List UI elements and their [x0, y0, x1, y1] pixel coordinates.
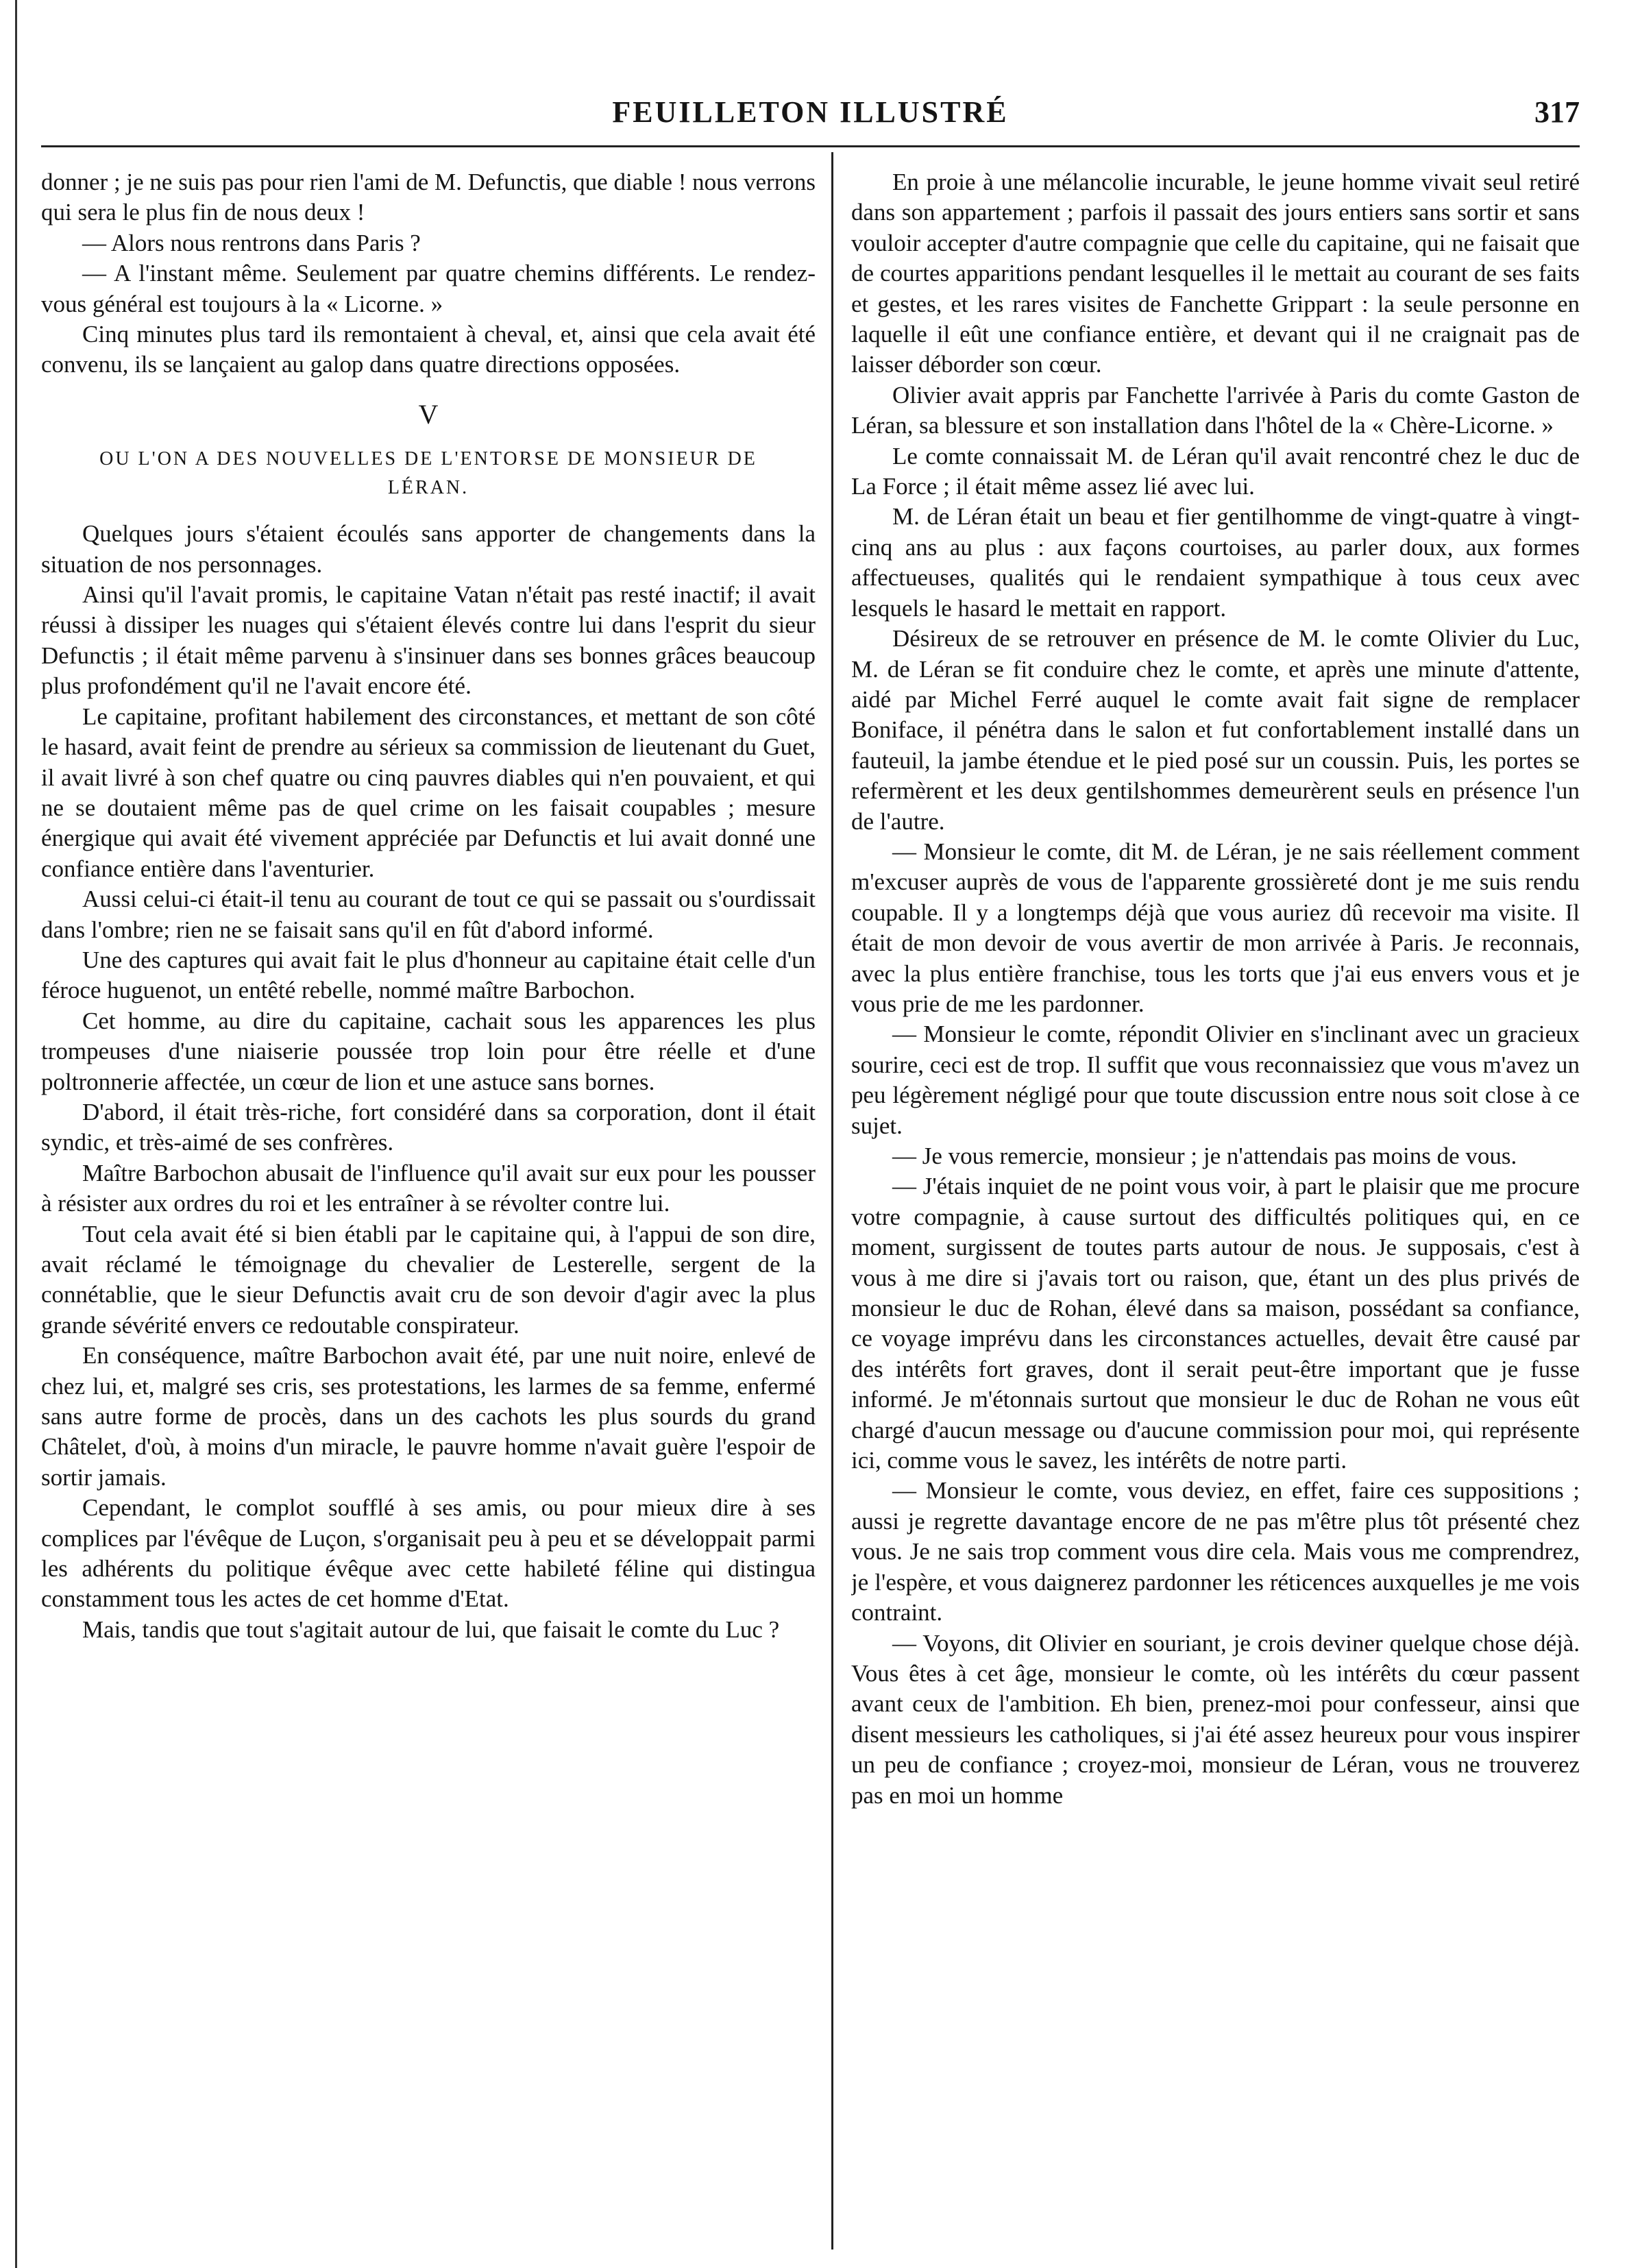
paragraph: Maître Barbochon abusait de l'influence qu'il avait sur eux pour les pousser à résister aux ordres du roi et les entraîner à se révolter contre lui.: [41, 1159, 816, 1217]
paragraph: Mais, tandis que tout s'agitait autour de lui, que faisait le comte du Luc ?: [82, 1615, 780, 1643]
paragraph: Cet homme, au dire du capitaine, cachait sous les apparences les plus trompeuses d'une niaiserie poussée trop loin pour être réelle et d'une poltronnerie affectée, un cœur de lion et une astuce sans bornes.: [41, 1007, 816, 1095]
page-number: 317: [1534, 95, 1580, 129]
left-column: [41, 167, 816, 2251]
paragraph: Tout cela avait été si bien établi par le capitaine qui, à l'appui de son dire, avait réclamé le témoignage du chevalier de Lesterelle, sergent de la connétablie, que le sieur Defunctis avait cru de son devoir d'agir avec la plus grande sévérité envers ce redoutable conspirateur.: [41, 1220, 816, 1339]
paragraph: Le comte connaissait M. de Léran qu'il avait rencontré chez le duc de La Force ; il était même assez lié avec lui.: [851, 442, 1580, 500]
paragraph: Cinq minutes plus tard ils remontaient à cheval, et, ainsi que cela avait été convenu, ils se lançaient au galop dans quatre directions opposées.: [41, 321, 816, 378]
running-title: FEUILLETON ILLUSTRÉ: [612, 95, 1009, 129]
paragraph: M. de Léran était un beau et fier gentilhomme de vingt-quatre à vingt-cinq ans au plus : aux façons courtoises, au parler doux, aux formes affectueuses, qualités qui le rendaient sympathique à tous ceux avec lesquels le hasard le mettait en rapport.: [851, 503, 1580, 622]
binding-edge-line: [15, 0, 17, 2268]
paragraph: Olivier avait appris par Fanchette l'arrivée à Paris du comte Gaston de Léran, sa blessure et son installation dans l'hôtel de la « Chère-Licorne. »: [851, 381, 1580, 439]
paragraph: — Voyons, dit Olivier en souriant, je crois deviner quelque chose déjà. Vous êtes à cet âge, monsieur le comte, où les intérêts du cœur passent avant ceux de l'ambition. Eh bien, prenez-moi pour confesseur, ainsi que disent messieurs les catholiques, si j'ai été assez heureux pour vous inspirer un peu de confiance ; croyez-moi, monsieur de Léran, vous ne trouverez pas en moi un homme: [851, 1629, 1580, 1809]
paragraph: — Monsieur le comte, dit M. de Léran, je ne sais réellement comment m'excuser auprès de vous de l'apparente grossièreté dont je me suis rendu coupable. Il y a longtemps déjà que vous auriez dû recevoir ma visite. Il était de mon devoir de vous avertir de mon arrivée à Paris. Je reconnais, avec la plus entière franchise, tous les torts que j'ai eus envers vous et je vous prie de me les pardonner.: [851, 838, 1580, 1017]
paragraph: — Monsieur le comte, vous deviez, en effet, faire ces suppositions ; aussi je regrette davantage encore de ne pas m'être plus tôt présenté chez vous. Je ne sais trop comment vous dire cela. Mais vous me comprendrez, je l'espère, et vous daignerez pardonner les réticences auxquelles je me vois contraint.: [851, 1477, 1580, 1626]
paragraph: Désireux de se retrouver en présence de M. le comte Olivier du Luc, M. de Léran se fit conduire chez le comte, et après une minute d'attente, aidé par Michel Ferré auquel le comte avait fait signe de remplacer Boniface, il pénétra dans le salon et fut confortablement installé dans un fauteuil, la jambe étendue et le pied posé sur un coussin. Puis, les portes se refermèrent et les deux gentilshommes demeurèrent seuls en présence l'un de l'autre.: [851, 625, 1580, 835]
paragraph: En proie à une mélancolie incurable, le jeune homme vivait seul retiré dans son appartement ; parfois il passait des jours entiers sans sortir et sans vouloir accepter d'autre compagnie que celle du capitaine, qui ne faisait que de courtes apparitions pendant lesquelles il le mettait au courant de ses faits et gestes, et les rares visites de Fanchette Grippart : la seule personne en laquelle il eût une confiance entière, et devant qui il ne craignait pas de laisser déborder son cœur.: [851, 169, 1580, 378]
paragraph: — A l'instant même. Seulement par quatre chemins différents. Le rendez-vous général est toujours à la « Licorne. »: [41, 260, 816, 317]
paragraph: Quelques jours s'étaient écoulés sans apporter de changements dans la situation de nos personnages.: [41, 520, 816, 578]
paragraph: Le capitaine, profitant habilement des circonstances, et mettant de son côté le hasard, avait feint de prendre au sérieux sa commission de lieutenant du Guet, il avait livré à son chef quatre ou cinq pauvres diables qui n'en pouvaient, et qui ne se doutaient même pas de quel crime on les faisait coupables ; mesure énergique qui avait été vivement appréciée par Defunctis et lui avait donné une confiance entière dans l'aventurier.: [41, 703, 816, 882]
chapter-number: V: [418, 398, 439, 430]
paragraph: Ainsi qu'il l'avait promis, le capitaine Vatan n'était pas resté inactif; il avait réussi à dissiper les nuages qui s'étaient élevés contre lui dans l'esprit du sieur Defunctis ; il était même parvenu à s'insinuer dans ses bonnes grâces beaucoup plus profondément qu'il ne l'avait encore été.: [41, 581, 816, 700]
paragraph: donner ; je ne suis pas pour rien l'ami de M. Defunctis, que diable ! nous verrons qui sera le plus fin de nous deux !: [41, 169, 816, 226]
paragraph: — Alors nous rentrons dans Paris ?: [82, 229, 421, 256]
right-column: [851, 167, 1580, 2251]
paragraph: D'abord, il était très-riche, fort considéré dans sa corporation, dont il était syndic, et très-aimé de ses confrères.: [41, 1098, 816, 1156]
header-rule: [41, 145, 1580, 147]
paragraph: Cependant, le complot soufflé à ses amis, ou pour mieux dire à ses complices par l'évêque de Luçon, s'organisait peu à peu et se développait parmi les adhérents du politique évêque avec cette habileté féline qui distingua constamment tous les actes de cet homme d'Etat.: [41, 1494, 816, 1613]
paragraph: — Monsieur le comte, répondit Olivier en s'inclinant avec un gracieux sourire, ceci est de trop. Il suffit que vous reconnaissiez que vous m'avez un peu légèrement négligé pour que toute discussion entre nous soit close à ce sujet.: [851, 1021, 1580, 1139]
column-divider: [831, 152, 833, 2249]
paragraph: Une des captures qui avait fait le plus d'honneur au capitaine était celle d'un féroce huguenot, un entêté rebelle, nommé maître Barbochon.: [41, 946, 816, 1004]
paragraph: En conséquence, maître Barbochon avait été, par une nuit noire, enlevé de chez lui, et, malgré ses cris, ses protestations, les larmes de sa femme, enfermé sans autre forme de procès, dans un des cachots les plus sourds du grand Châtelet, d'où, à moins d'un miracle, le pauvre homme n'avait guère l'espoir de sortir jamais.: [41, 1342, 816, 1491]
paragraph: — J'étais inquiet de ne point vous voir, à part le plaisir que me procure votre compagnie, à cause surtout des difficultés politiques qui, en ce moment, surgissent de toutes parts autour de nous. Je supposais, c'est à vous à me dire si j'avais tort ou raison, que, étant un des plus privés de monsieur le duc de Rohan, élevé dans sa maison, possédant sa confiance, ce voyage imprévu dans les circonstances actuelles, devait être causé par des intérêts fort graves, dont il serait peut-être important que je fusse informé. Je m'étonnais surtout que monsieur le duc de Rohan ne vous eût chargé d'aucun message ou d'aucune commission pour moi, qui représente ici, comme vous le savez, les intérêts de notre parti.: [851, 1173, 1580, 1474]
paragraph: Aussi celui-ci était-il tenu au courant de tout ce qui se passait ou s'ourdissait dans l'ombre; rien ne se faisait sans qu'il en fût d'abord informé.: [41, 886, 816, 943]
paragraph: — Je vous remercie, monsieur ; je n'attendais pas moins de vous.: [892, 1143, 1517, 1169]
page-header: [41, 95, 1580, 136]
chapter-title: OU L'ON A DES NOUVELLES DE L'ENTORSE DE MONSIEUR DE LÉRAN.: [99, 448, 757, 499]
